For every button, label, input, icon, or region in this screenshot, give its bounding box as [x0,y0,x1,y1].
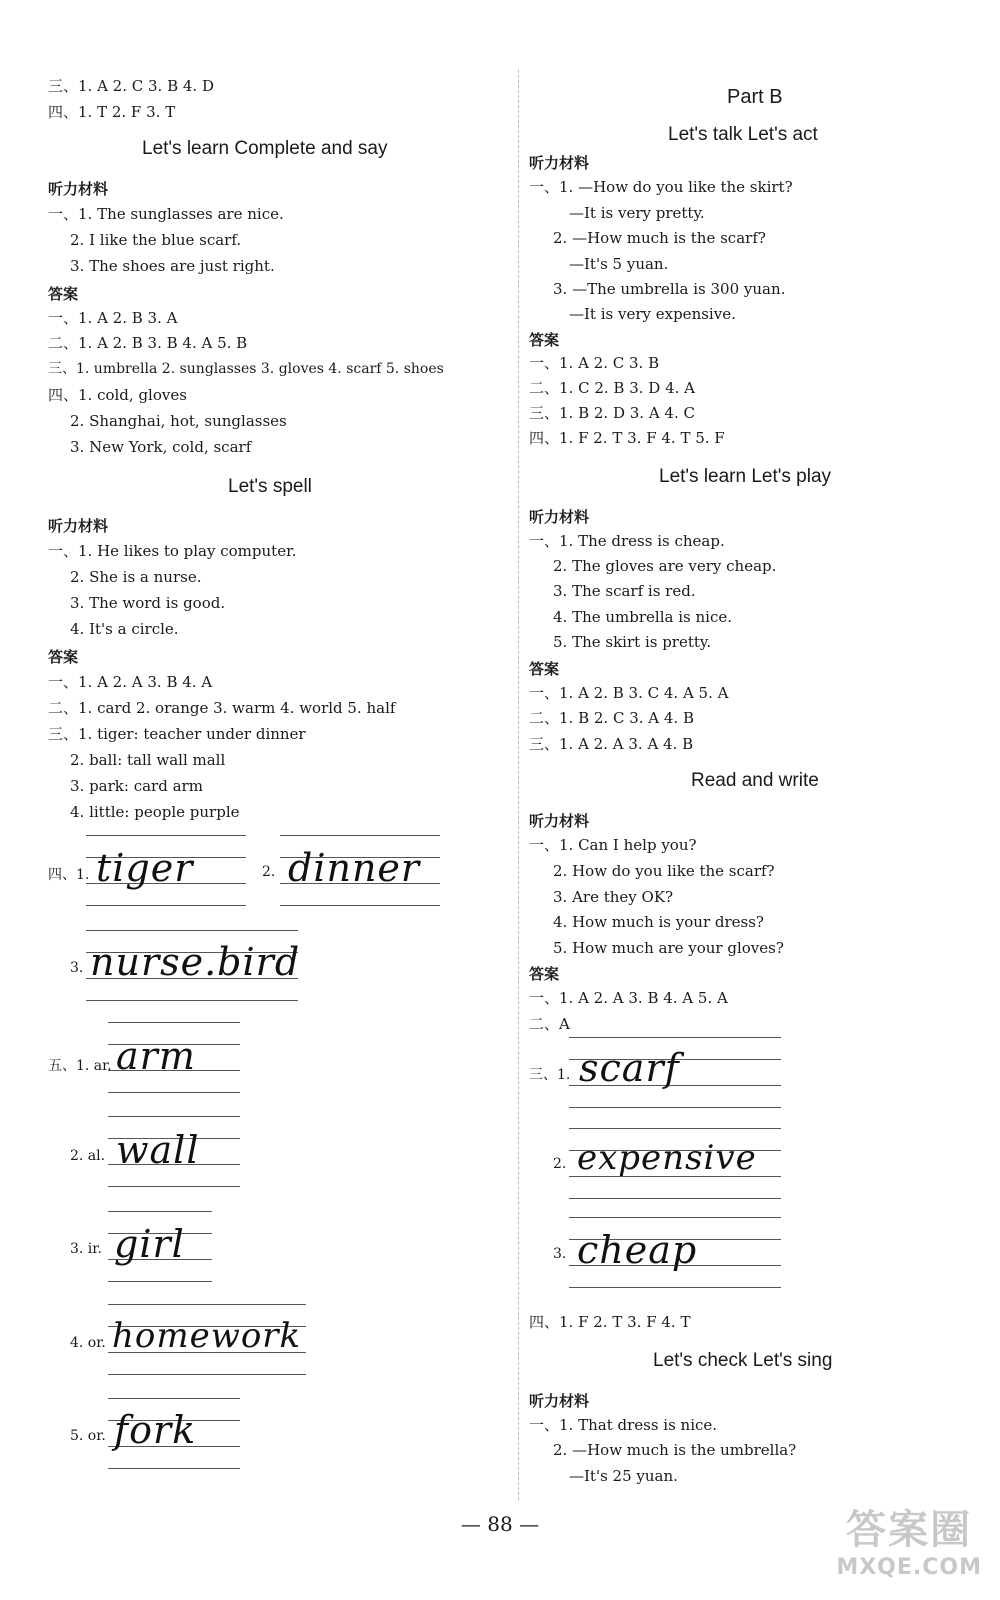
listening-line: 2. —How much is the umbrella? [553,1441,797,1459]
section-heading: Let's learn Let's play [659,466,832,487]
handwritten-word: scarf [579,1046,680,1090]
answer-line: 二、1. B 2. C 3. A 4. B [529,709,694,727]
listening-label: 听力材料 [529,812,590,830]
listening-line: —It's 5 yuan. [569,255,669,273]
question-number: 四、1. [48,867,90,883]
listening-line: 3. The scarf is red. [553,582,696,600]
question-number: 2. [553,1156,567,1172]
question-number: 五、1. ar. [48,1058,112,1074]
answer-line: 一、1. A 2. A 3. B 4. A [48,673,213,691]
answer-line: 四、1. F 2. T 3. F 4. T [529,1313,691,1331]
listening-label: 听力材料 [529,154,590,172]
listening-line: 2. —How much is the scarf? [553,229,766,247]
question-number: 三、1. [529,1067,571,1083]
question-number: 3. [553,1246,567,1262]
handwritten-word: expensive [577,1138,757,1178]
answer-line: 二、1. C 2. B 3. D 4. A [529,379,695,397]
answer-line: 二、1. A 2. B 3. B 4. A 5. B [48,334,248,352]
listening-line: 2. I like the blue scarf. [70,231,242,249]
listening-line: 一、1. That dress is nice. [529,1416,718,1434]
question-number: 2. [262,864,276,880]
listening-label: 听力材料 [529,508,590,526]
answer-label: 答案 [529,660,560,678]
answer-label: 答案 [529,965,560,983]
listening-line: 5. How much are your gloves? [553,939,784,957]
listening-line: 4. It's a circle. [70,620,179,638]
listening-line: 2. She is a nurse. [70,568,202,586]
listening-line: 一、1. —How do you like the skirt? [529,178,793,196]
page-number: — 88 — [460,1512,540,1536]
answer-line: 四、1. cold, gloves [48,386,187,404]
answer-line: 一、1. A 2. B 3. C 4. A 5. A [529,684,729,702]
answer-line: 2. ball: tall wall mall [70,751,226,769]
listening-line: 5. The skirt is pretty. [553,633,712,651]
answer-line: 四、1. F 2. T 3. F 4. T 5. F [529,429,725,447]
listening-line: 3. Are they OK? [553,888,674,906]
handwritten-word: homework [112,1316,302,1356]
answer-line: 一、1. A 2. C 3. B [529,354,660,372]
answer-line: 三、1. A 2. C 3. B 4. D [48,77,214,95]
handwritten-word: dinner [288,846,421,890]
handwritten-word: tiger [96,846,194,890]
answer-label: 答案 [48,648,79,666]
answer-line: 二、A [529,1015,570,1033]
section-heading: Read and write [691,770,819,791]
answer-line: 二、1. card 2. orange 3. warm 4. world 5. half [48,699,396,717]
question-number: 3. [70,960,84,976]
answer-line: 三、1. tiger: teacher under dinner [48,725,306,743]
listening-line: 2. The gloves are very cheap. [553,557,777,575]
answer-line: 一、1. A 2. B 3. A [48,309,178,327]
listening-line: 4. How much is your dress? [553,913,764,931]
question-number: 2. al. [70,1148,106,1164]
listening-label: 听力材料 [48,180,109,198]
answer-line: 四、1. T 2. F 3. T [48,103,176,121]
handwritten-word: cheap [577,1228,698,1272]
listening-line: —It is very pretty. [569,204,705,222]
listening-line: —It is very expensive. [569,305,736,323]
question-number: 5. or. [70,1428,106,1444]
answer-line: 一、1. A 2. A 3. B 4. A 5. A [529,989,728,1007]
listening-line: 3. The word is good. [70,594,226,612]
handwritten-word: arm [116,1034,196,1078]
listening-line: 一、1. Can I help you? [529,836,697,854]
section-heading: Let's talk Let's act [668,124,818,145]
answer-line: 2. Shanghai, hot, sunglasses [70,412,287,430]
question-number: 3. ir. [70,1241,102,1257]
answer-line: 三、1. umbrella 2. sunglasses 3. gloves 4. scarf 5. shoes [48,361,444,377]
section-heading: Let's check Let's sing [653,1350,833,1371]
answer-line: 3. park: card arm [70,777,203,795]
handwritten-word: wall [116,1128,200,1172]
handwritten-word: nurse.bird [90,940,301,984]
listening-line: —It's 25 yuan. [569,1467,678,1485]
part-heading: Part B [727,86,783,108]
handwritten-word: girl [114,1222,185,1266]
listening-line: 一、1. The sunglasses are nice. [48,205,284,223]
listening-line: 一、1. He likes to play computer. [48,542,297,560]
answer-line: 三、1. B 2. D 3. A 4. C [529,404,695,422]
listening-label: 听力材料 [529,1392,590,1410]
listening-line: 一、1. The dress is cheap. [529,532,725,550]
section-heading: Let's spell [228,476,312,497]
listening-line: 3. —The umbrella is 300 yuan. [553,280,786,298]
listening-label: 听力材料 [48,517,109,535]
listening-line: 2. How do you like the scarf? [553,862,775,880]
answer-label: 答案 [48,285,79,303]
section-heading: Let's learn Complete and say [142,138,388,159]
column-divider [518,70,519,1500]
watermark-logo: 答案圈 MXQE.COM [836,1507,982,1580]
answer-line: 4. little: people purple [70,803,240,821]
listening-line: 4. The umbrella is nice. [553,608,732,626]
listening-line: 3. The shoes are just right. [70,257,275,275]
answer-line: 3. New York, cold, scarf [70,438,252,456]
answer-label: 答案 [529,331,560,349]
question-number: 4. or. [70,1335,106,1351]
handwritten-word: fork [114,1408,197,1452]
answer-line: 三、1. A 2. A 3. A 4. B [529,735,694,753]
